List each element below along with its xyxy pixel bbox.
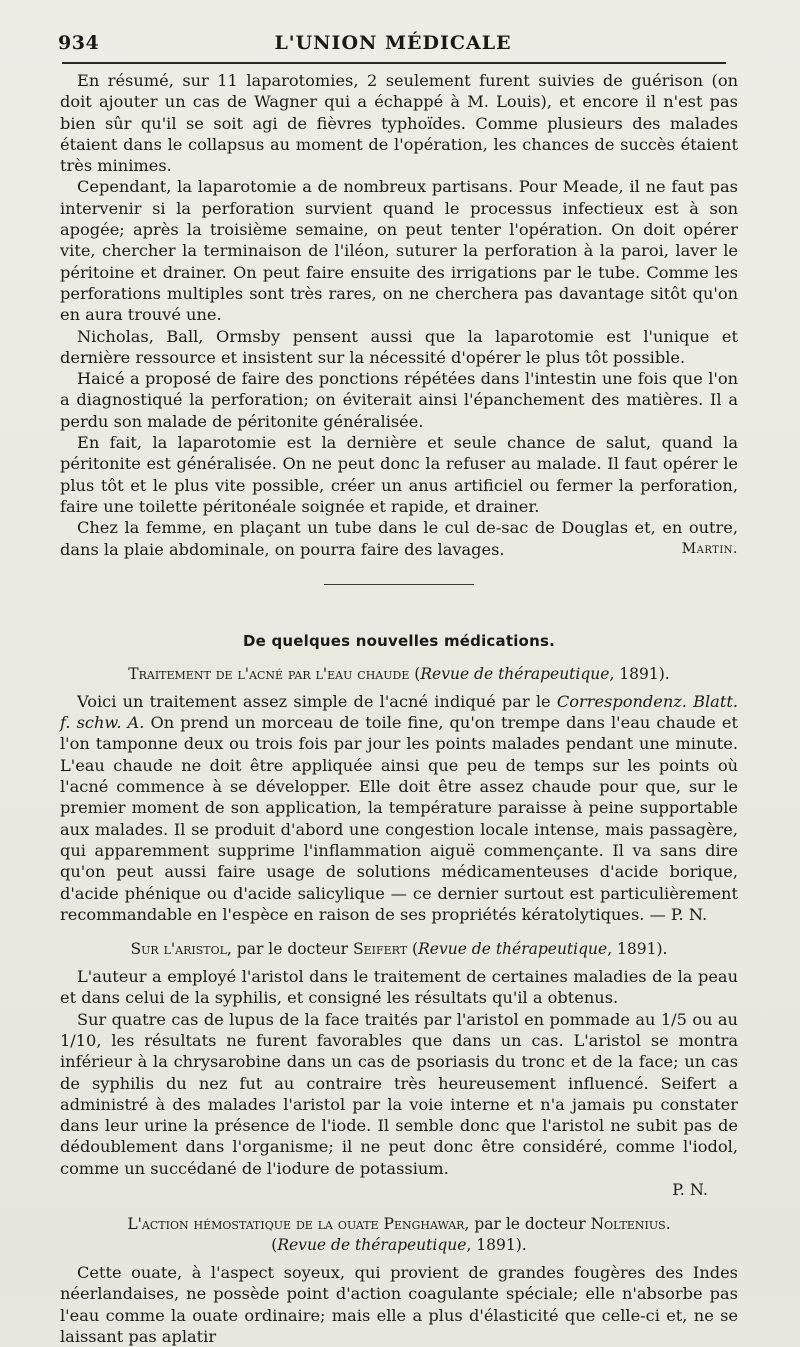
- article-title: Traitement de l'acné par l'eau chaude: [128, 664, 410, 683]
- paragraph: Nicholas, Ball, Ormsby pensent aussi que la laparotomie est l'unique et dernière ressource et insistent sur la nécessité d'opérer le plus tôt possible.: [60, 326, 738, 367]
- source-year: , 1891).: [466, 1236, 527, 1255]
- article-title: Sur l'aristol,: [130, 940, 232, 959]
- paragraph: Haicé a proposé de faire des ponctions répétées dans l'intestin une fois que l'on a diagnostiqué la perforation; on éviterait ainsi l'épanchement des matières. Il a perdu son malade de péritonite généralisée.: [60, 369, 738, 431]
- reference-title: Correspondenz. Blatt. f. schw. A.: [60, 691, 738, 733]
- paragraph: Cependant, la laparotomie a de nombreux partisans. Pour Meade, il ne faut pas intervenir si la perforation survient quand le processus infectieux est à son apogée; après la troisième semaine, on peut tenter l'opération. On doit opérer vite, chercher la terminaison de l'iléon, suturer la perforation à la paroi, laver le péritoine et drainer. On peut faire ensuite des irrigations par le tube. Comme les perforations multiples sont très rares, on ne cherchera pas davantage sitôt qu'on en aura trouvé une.: [60, 177, 738, 325]
- section-separator: [324, 584, 474, 585]
- article-heading: L'action hémostatique de la ouate Penghawar, par le docteur Noltenius. (Revue de thérapeutique, 1891).: [127, 1215, 671, 1255]
- source-title: Revue de thérapeutique: [418, 940, 608, 959]
- source-title: Revue de thérapeutique: [420, 664, 610, 683]
- paragraph-text: Voici un traitement assez simple de l'acné indiqué par le: [77, 691, 551, 711]
- paragraph-text: Chez la femme, en plaçant un tube dans le cul de-sac de Douglas et, en outre, dans la plaie abdominale, on pourra faire des lavages.: [60, 518, 738, 559]
- article-heading: Sur l'aristol, par le docteur Seifert (Revue de thérapeutique, 1891).: [130, 940, 668, 959]
- paragraph: [60, 691, 738, 925]
- article-heading: Traitement de l'acné par l'eau chaude (Revue de thérapeutique, 1891).: [128, 664, 670, 683]
- article-byline: par le docteur: [236, 940, 349, 959]
- paragraph: En fait, la laparotomie est la dernière et seule chance de salut, quand la péritonite est généralisée. On ne peut donc la refuser au malade. Il faut opérer le plus tôt et le plus vite possible, créer un anus artificiel ou fermer la perforation, faire une toilette péritonéale soignée et rapide, et drainer.: [60, 433, 738, 516]
- journal-title: L'UNION MÉDICALE: [274, 32, 512, 54]
- article-byline: par le docteur: [474, 1215, 586, 1234]
- source-year: , 1891).: [607, 940, 668, 959]
- author-name: Noltenius.: [590, 1215, 671, 1234]
- author-name: Seifert: [353, 940, 408, 959]
- author-initials: P. N.: [672, 1180, 708, 1200]
- paragraph: [60, 517, 738, 560]
- paragraph: Cette ouate, à l'aspect soyeux, qui provient de grandes fougères des Indes néerlandaises, ne possède point d'action coagulante spéciale; elle n'absorbe pas l'eau comme la ouate ordinaire; mais elle a plus d'élasticité que celle-ci et, ne se laissant pas aplatir: [60, 1263, 738, 1346]
- header-rule: [62, 62, 726, 64]
- source-year: , 1891).: [609, 664, 670, 683]
- section-title: De quelques nouvelles médications.: [243, 631, 555, 650]
- paragraph: Sur quatre cas de lupus de la face traités par l'aristol en pommade au 1/5 ou au 1/10, les résultats ne furent favorables que dans un cas. L'aristol se montra inférieur à la chrysarobine dans un cas de psoriasis du tronc et de la face; un cas de syphilis du nez fut au contraire très heureusement influencé. Seifert a administré à des malades l'aristol par la voie interne et n'a jamais pu constater dans leur urine la présence de l'iode. Il semble donc que l'aristol ne subit pas de dédoublement dans l'organisme; il ne peut donc être considéré, comme l'iodol, comme un succédané de l'iodure de potassium.: [60, 1009, 738, 1178]
- source-title: Revue de thérapeutique: [277, 1236, 467, 1255]
- page-header: [58, 28, 728, 58]
- author-signature: Martin.: [681, 540, 738, 557]
- paragraph: En résumé, sur 11 laparotomies, 2 seulement furent suivies de guérison (on doit ajouter un cas de Wagner qui a échappé à M. Louis), et encore il n'est pas bien sûr qu'il se soit agi de fièvres typhoïdes. Comme plusieurs des malades étaient dans le collapsus au moment de l'opération, les chances de succès étaient très minimes.: [60, 71, 738, 176]
- paragraph: L'auteur a employé l'aristol dans le traitement de certaines maladies de la peau et dans celui de la syphilis, et consigné les résultats qu'il a obtenus.: [60, 967, 738, 1008]
- article-title: L'action hémostatique de la ouate Penghawar,: [127, 1215, 470, 1234]
- paragraph-text: On prend un morceau de toile fine, qu'on trempe dans l'eau chaude et l'on tamponne deux ou trois fois par jour les points malades pendant une minute. L'eau chaude ne doit être appliquée ainsi que peu de temps sur les points où l'acné commence à se développer. Elle doit être assez chaude pour que, sur le premier moment de son application, la température paraisse à peine supportable aux malades. Il se produit d'abord une congestion locale intense, mais passagère, qui apparemment supprime l'inflammation aiguë commençante. Il va sans dire qu'on peut aussi faire usage de solutions médicamenteuses d'acide borique, d'acide phénique ou d'acide salicylique — ce dernier surtout est particulièrement recommandable en l'espèce en raison de ses propriétés kératolytiques. — P. N.: [60, 713, 738, 924]
- page-number: 934: [58, 32, 100, 54]
- page-body: [60, 70, 738, 1347]
